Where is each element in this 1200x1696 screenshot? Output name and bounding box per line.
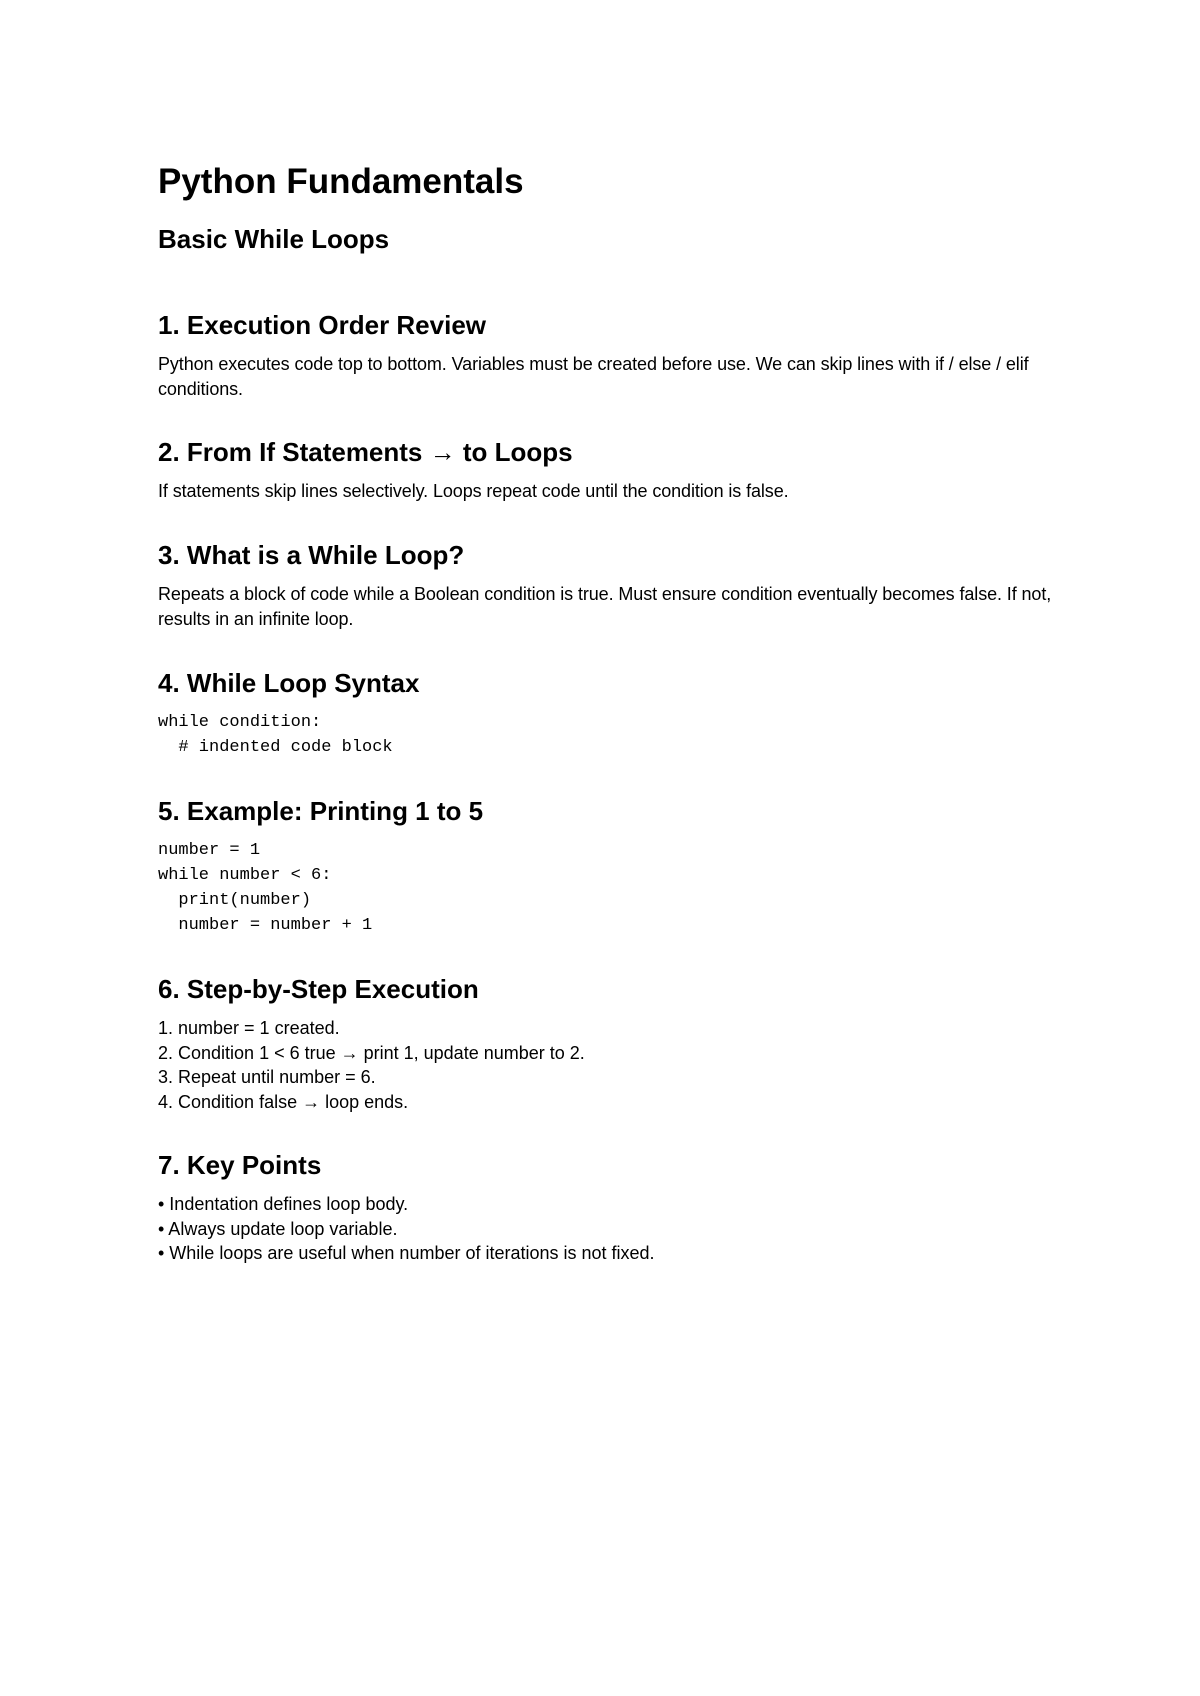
code-line: number = number + 1 [158,916,373,935]
code-block-syntax [158,710,1058,760]
list-item: • While loops are useful when number of iterations is not fixed. [158,1243,655,1263]
section-heading: 2. From If Statements → to Loops [158,437,573,467]
section-heading: 4. While Loop Syntax [158,668,420,698]
code-line: while condition: [158,713,322,732]
section-what-is-while-loop [158,538,1058,632]
document-title: Python Fundamentals [158,162,524,201]
list-item: 2. Condition 1 < 6 true → print 1, update number to 2. [158,1042,585,1063]
list-item: • Indentation defines loop body. [158,1194,409,1214]
code-line: print(number) [158,891,312,910]
section-paragraph: Repeats a block of code while a Boolean condition is true. Must ensure condition eventually becomes false. If not, results in an infinite loop. [158,584,1052,629]
section-paragraph: Python executes code top to bottom. Variables must be created before use. We can skip lines with if / else / elif conditions. [158,354,1029,399]
list-item: 4. Condition false → loop ends. [158,1091,409,1112]
step-list [158,1016,1058,1114]
code-line: # indented code block [158,738,393,757]
section-heading: 6. Step-by-Step Execution [158,974,479,1004]
code-block-example [158,838,1058,938]
document-subtitle: Basic While Loops [158,224,390,254]
section-example-printing [158,794,1058,938]
section-heading: 1. Execution Order Review [158,310,487,340]
section-while-syntax [158,666,1058,760]
code-line: while number < 6: [158,866,332,885]
section-heading: 5. Example: Printing 1 to 5 [158,796,484,826]
key-points-list [158,1192,1058,1266]
list-item: • Always update loop variable. [158,1218,398,1239]
code-line: number = 1 [158,841,261,860]
section-if-to-loops [158,435,1058,504]
section-heading: 7. Key Points [158,1150,322,1180]
list-item: 1. number = 1 created. [158,1018,340,1038]
section-key-points [158,1148,1058,1266]
document-page [158,158,1058,1266]
section-execution-order [158,308,1058,402]
section-step-by-step [158,972,1058,1114]
section-paragraph: If statements skip lines selectively. Loops repeat code until the condition is false. [158,481,789,501]
list-item: 3. Repeat until number = 6. [158,1067,376,1087]
section-heading: 3. What is a While Loop? [158,540,465,570]
